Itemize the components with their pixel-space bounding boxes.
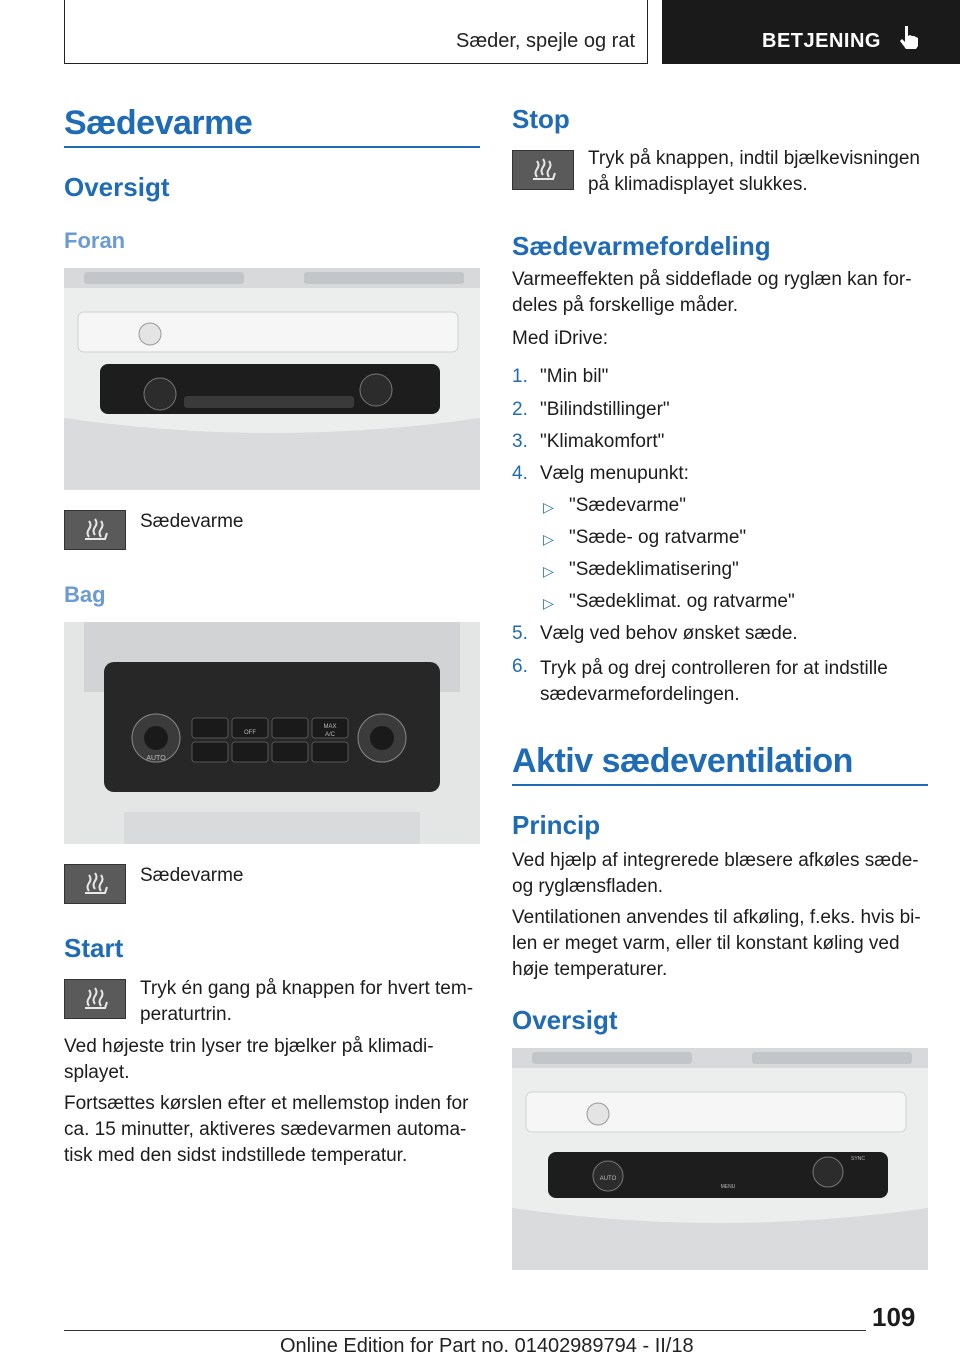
list-number: 6. — [512, 656, 528, 677]
seat-heat-button-icon — [64, 979, 126, 1019]
heading-aktiv-saedeventilation: Aktiv sædeventilation — [512, 742, 853, 780]
header-chapter-box — [662, 0, 960, 64]
heading-oversigt: Oversigt — [64, 172, 170, 202]
header-section-box — [64, 0, 648, 64]
vent-auto-label: AUTO — [599, 1176, 617, 1182]
list-item: Tryk på og drej controlleren for at indstille sædevarmefordelingen. — [540, 658, 888, 705]
bag-caption: Sædevarme — [140, 865, 244, 886]
seat-heat-button-icon — [64, 864, 126, 904]
sub-list-item: "Sædeklimatisering" — [569, 559, 739, 580]
ventilation-text: Ventilationen anvendes til afkøling, f.eks. hvis bi- len er meget varm, eller til konstant køling ved høje temperaturer. — [512, 907, 921, 980]
pointing-hand-icon — [896, 24, 922, 55]
header-section-title: Sæder, spejle og rat — [456, 30, 635, 52]
page-number: 109 — [872, 1302, 916, 1332]
paragraph-max-level: Ved højeste trin lyser tre bjælker på klimadi- splayet. — [64, 1036, 434, 1083]
list-item: "Min bil" — [540, 366, 609, 387]
fordeling-text: Varmeeffekten på siddeflade og ryglæn kan for- deles på forskellige måder. — [512, 269, 912, 316]
paragraph-auto-resume: Fortsættes kørslen efter et mellemstop inden for ca. 15 minutter, aktiveres sædevarmen automa- tisk med den sidst indstillede temperatur. — [64, 1093, 469, 1166]
aktiv-rule — [512, 784, 928, 786]
front-climate-panel-photo — [64, 268, 480, 490]
footer-rule — [64, 1330, 866, 1331]
stop-text: Tryk på knappen, indtil bjælkevisningen på klimadisplayet slukkes. — [588, 148, 920, 195]
ventilation-climate-panel-photo — [512, 1048, 928, 1270]
princip-text: Ved hjælp af integrerede blæsere afkøles sæde- og ryglænsfladen. — [512, 850, 919, 897]
sub-bullet-triangle-icon: ▷ — [543, 595, 554, 611]
sub-list-item: "Sæde- og ratvarme" — [569, 527, 747, 548]
rear-ac-label: A/C — [324, 732, 336, 738]
list-number: 5. — [512, 623, 528, 644]
list-number: 2. — [512, 399, 528, 420]
rear-max-label: MAX — [323, 724, 337, 730]
heading-fordeling: Sædevarmefordeling — [512, 231, 771, 261]
sub-bullet-triangle-icon: ▷ — [543, 499, 554, 515]
heading-start: Start — [64, 933, 124, 963]
rear-climate-panel-photo — [64, 622, 480, 844]
start-text: Tryk én gang på knappen for hvert tem- peraturtrin. — [140, 978, 474, 1025]
list-item: Vælg menupunkt: — [540, 463, 689, 484]
heading-stop: Stop — [512, 104, 570, 134]
sub-list-item: "Sædevarme" — [569, 495, 686, 516]
heading-princip: Princip — [512, 810, 601, 840]
footer-edition: Online Edition for Part no. 01402989794 - II/18 — [280, 1335, 694, 1357]
rear-off-label: OFF — [244, 730, 256, 736]
sub-bullet-triangle-icon: ▷ — [543, 563, 554, 579]
seat-heat-button-icon — [512, 150, 574, 190]
title-rule — [64, 146, 480, 148]
heading-oversigt-2: Oversigt — [512, 1005, 618, 1035]
list-number: 1. — [512, 366, 528, 387]
list-number: 3. — [512, 431, 528, 452]
seat-heat-button-icon — [64, 510, 126, 550]
vent-menu-label: MENU — [720, 1184, 736, 1190]
page-title: Sædevarme — [64, 104, 253, 142]
heading-foran: Foran — [64, 228, 126, 253]
header-chapter-title: BETJENING — [762, 30, 881, 52]
list-item: "Klimakomfort" — [540, 431, 665, 452]
list-number: 4. — [512, 463, 528, 484]
sub-bullet-triangle-icon: ▷ — [543, 531, 554, 547]
list-item: "Bilindstillinger" — [540, 399, 670, 420]
sub-list-item: "Sædeklimat. og ratvarme" — [569, 591, 795, 612]
idrive-intro: Med iDrive: — [512, 328, 609, 349]
vent-sync-label: SYNC — [851, 1156, 865, 1162]
list-item: Vælg ved behov ønsket sæde. — [540, 623, 798, 644]
rear-auto-label: AUTO — [146, 755, 166, 762]
heading-bag: Bag — [64, 582, 106, 607]
foran-caption: Sædevarme — [140, 511, 244, 532]
